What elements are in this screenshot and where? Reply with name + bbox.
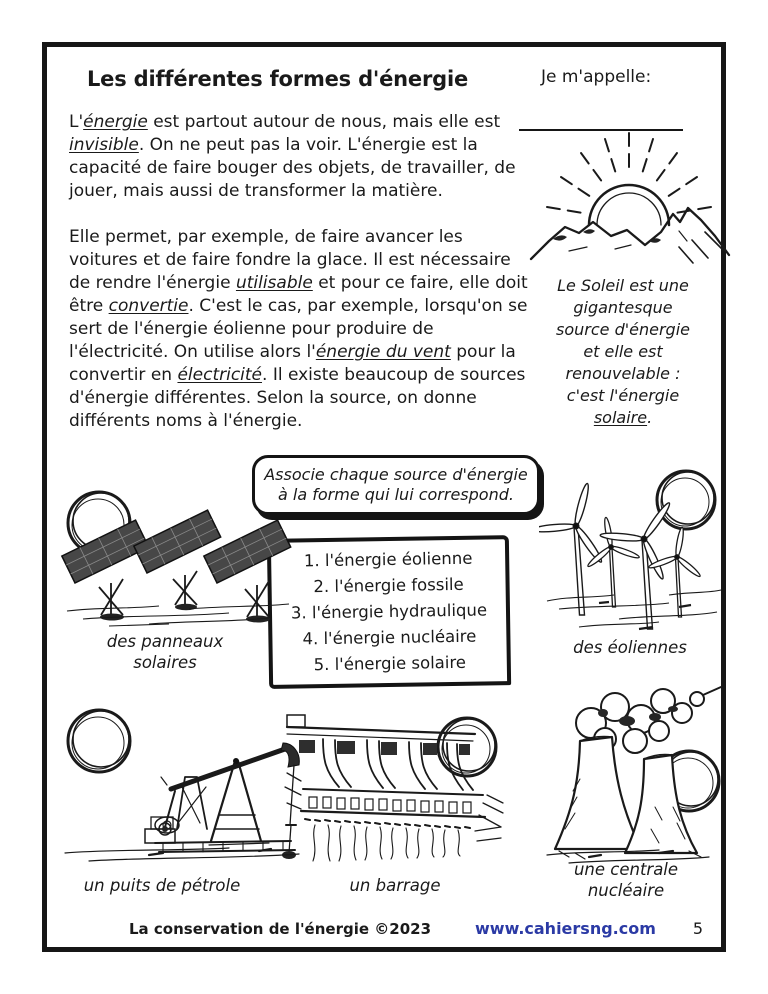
sun-icon (589, 185, 669, 225)
mountains-icon (531, 208, 729, 259)
intro-text (69, 111, 531, 456)
sun-mountains-illustration (529, 119, 731, 271)
dam-icon (285, 715, 503, 861)
footer-website-link[interactable]: www.cahiersng.com (475, 919, 656, 938)
energy-option-3: 3. l'énergie hydraulique (290, 600, 488, 623)
nuclear-plant-illustration (539, 679, 731, 871)
energy-option-5: 5. l'énergie solaire (313, 652, 467, 675)
caption-wind-turbines: des éoliennes (573, 638, 687, 657)
caption-dam: un barrage (349, 876, 441, 895)
footer-copyright: La conservation de l'énergie ©2023 (129, 920, 432, 938)
caption-solar-panels: des panneaux solaires (106, 632, 224, 672)
sun-note-text: Le Soleil est une gigantesque source d'énergie et elle est renouvelable : c'est l'énergie solaire. (556, 276, 690, 427)
energy-option-4: 4. l'énergie nucléaire (302, 626, 477, 649)
wind-turbines-illustration (539, 469, 726, 636)
footer-page-number: 5 (692, 919, 703, 938)
sun-rays-icon (547, 133, 711, 213)
answer-circle-oil[interactable] (68, 710, 130, 772)
solar-panels-illustration (59, 487, 296, 629)
oil-well-illustration (59, 703, 306, 870)
energy-option-1: 1. l'énergie éolienne (303, 548, 473, 571)
wind-turbine-icon (539, 483, 702, 629)
caption-nuclear-plant: une centrale nucléaire (573, 860, 679, 900)
activity-instruction-text: Associe chaque source d'énergie à la forme qui lui correspond. (264, 465, 528, 504)
pumpjack-icon (145, 743, 299, 859)
answer-circle-wind[interactable] (657, 471, 715, 529)
page-title: Les différentes formes d'énergie (87, 67, 469, 91)
intro-paragraph-2: Elle permet, par exemple, de faire avancer les voitures et de faire fondre la glace. Il est nécessaire de rendre l'énergie utilisable et pour ce faire, elle doit être convertie. C'est le cas, par exemple, lorsqu'on se sert de l'énergie éolienne pour produire de l'électricité. On utilise alors l'énergie du vent pour la convertir en électricité. Il existe beaucoup de sources d'énergie différentes. Selon la source, on donne différents noms à l'énergie. (69, 227, 528, 431)
energy-option-2: 2. l'énergie fossile (313, 574, 464, 597)
name-label: Je m'appelle: (541, 67, 652, 87)
dam-illustration (279, 703, 511, 865)
energy-options-box (267, 535, 511, 689)
worksheet-page (42, 42, 726, 952)
intro-paragraph-1: L'énergie est partout autour de nous, mais elle est invisible. On ne peut pas la voir. L'énergie est la capacité de faire bouger des objets, de travailler, de jouer, mais aussi de transformer la matière. (69, 112, 516, 201)
caption-oil-well: un puits de pétrole (83, 876, 241, 895)
